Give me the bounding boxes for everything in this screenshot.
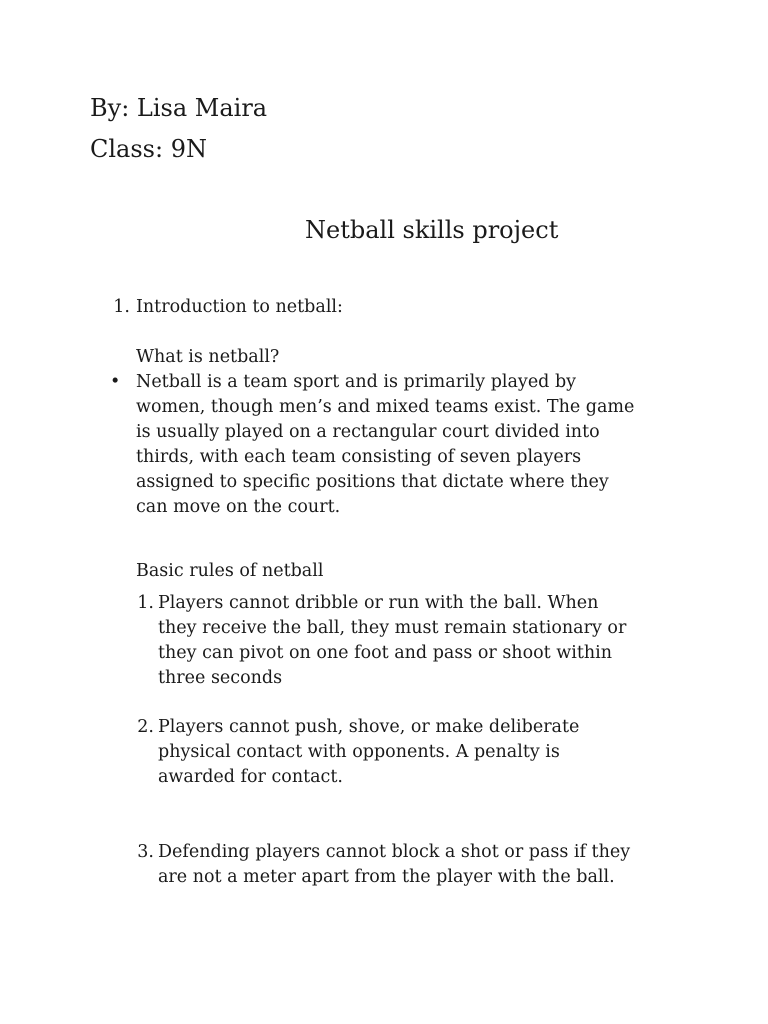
paragraph-line: can move on the court. xyxy=(136,497,341,517)
rules-heading: Basic rules of netball xyxy=(136,561,324,581)
rule-line: they receive the ball, they must remain stationary or xyxy=(158,618,627,638)
bullet-marker: • xyxy=(110,372,121,392)
class-line: Class: 9N xyxy=(90,135,207,163)
paragraph-line: Netball is a team sport and is primarily played by xyxy=(136,372,577,392)
rule-line: they can pivot on one foot and pass or shoot within xyxy=(158,643,612,663)
document-title: Netball skills project xyxy=(305,216,559,244)
rule-number: 1. xyxy=(137,593,154,613)
rule-item xyxy=(158,840,678,890)
rule-item xyxy=(158,591,678,691)
paragraph-line: is usually played on a rectangular court divided into xyxy=(136,422,600,442)
rule-line: three seconds xyxy=(158,668,283,688)
paragraph-line: thirds, with each team consisting of seven players xyxy=(136,447,582,467)
intro-paragraph xyxy=(136,370,681,520)
paragraph-line: assigned to specific positions that dictate where they xyxy=(136,472,609,492)
rule-line: Defending players cannot block a shot or pass if they xyxy=(158,842,631,862)
rule-line: are not a meter apart from the player with the ball. xyxy=(158,867,615,887)
rule-line: Players cannot push, shove, or make deliberate xyxy=(158,717,580,737)
paragraph-line: women, though men’s and mixed teams exist. The game xyxy=(136,397,635,417)
rule-number: 3. xyxy=(137,842,154,862)
rule-line: awarded for contact. xyxy=(158,767,343,787)
rule-item xyxy=(158,715,678,790)
section-number: 1. xyxy=(113,297,130,317)
author-line: By: Lisa Maira xyxy=(90,94,268,122)
section-heading: Introduction to netball: xyxy=(136,297,343,317)
subheading-question: What is netball? xyxy=(136,347,280,367)
rule-number: 2. xyxy=(137,717,154,737)
rule-line: Players cannot dribble or run with the ball. When xyxy=(158,593,599,613)
rule-line: physical contact with opponents. A penalty is xyxy=(158,742,560,762)
